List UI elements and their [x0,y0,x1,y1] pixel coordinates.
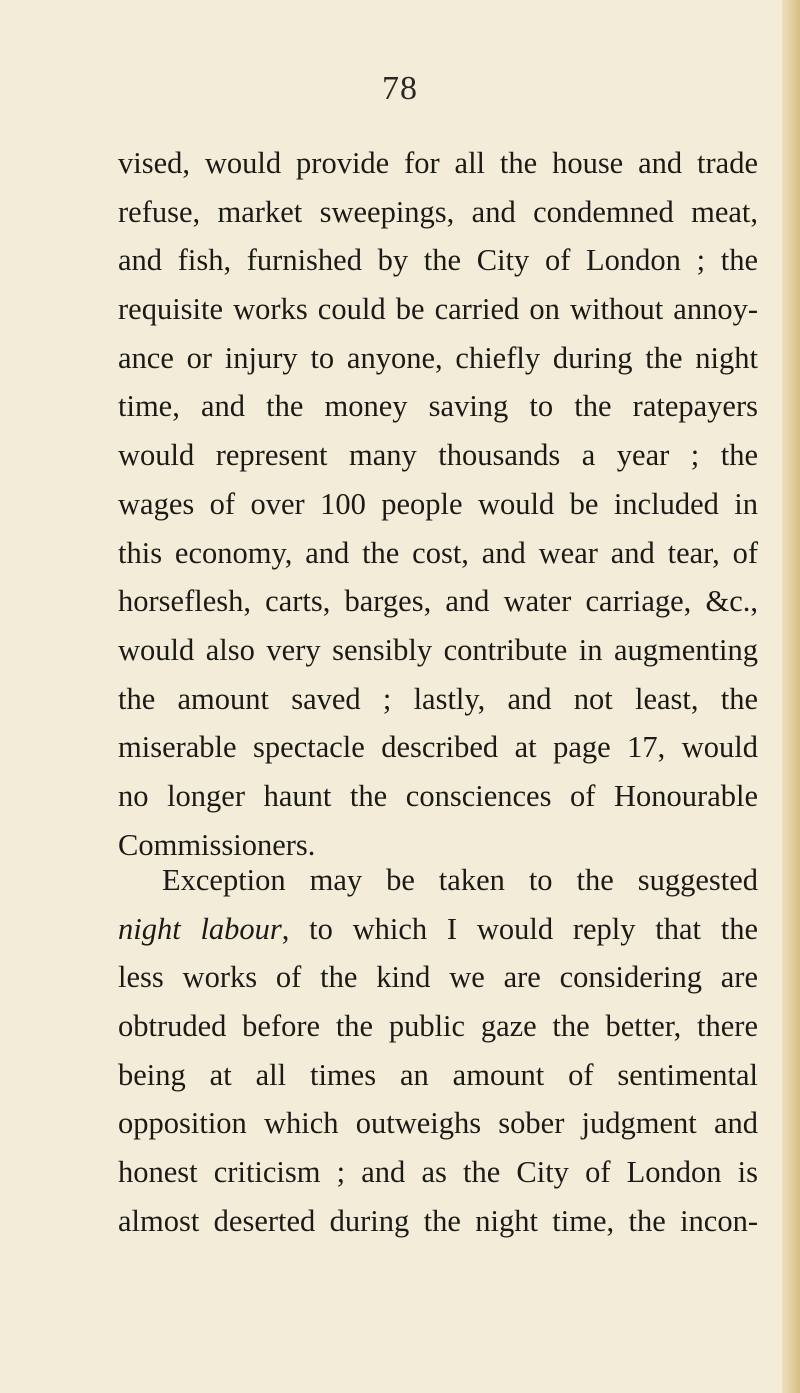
text-line: Exception may be taken to the suggested [162,863,758,897]
text-line: miserable spectacle described at page 17, would [118,730,758,765]
text-line: opposition which outweighs sober judgment and [118,1106,758,1141]
text-line [118,905,758,954]
text-line: obtruded before the public gaze the better, there [118,1009,758,1044]
text-line: refuse, market sweepings, and condemned meat, [118,194,758,229]
text-line: time, and the money saving to the ratepayers [118,389,758,424]
text-line: would represent many thousands a year ; the [118,438,758,473]
text-line: the amount saved ; lastly, and not least, the [118,681,758,716]
text-line: Commissioners. [118,827,316,862]
paragraph-2 [118,856,758,1246]
text-line: this economy, and the cost, and wear and tear, of [118,535,758,570]
paragraph-1 [118,139,758,869]
text-line: and fish, furnished by the City of London ; the [118,243,758,278]
italic-phrase: night labour [118,911,282,946]
text-line: would also very sensibly contribute in augmenting [118,632,758,667]
text-line: almost deserted during the night time, the incon- [118,1203,758,1238]
page-number: 78 [382,70,418,107]
text-line: being at all times an amount of sentimental [118,1057,758,1092]
text-line: ance or injury to anyone, chiefly during the night [118,340,758,375]
text-line: honest criticism ; and as the City of London is [118,1155,758,1190]
text-line: vised, would provide for all the house and trade [118,146,758,180]
text-line: horseflesh, carts, barges, and water carriage, &c., [118,584,758,619]
text-line: requisite works could be carried on without annoy- [118,292,758,327]
text-line: wages of over 100 people would be included in [118,486,758,521]
line-rest: , to which I would reply that the [281,911,758,946]
page-edge [782,0,800,1393]
text-line: no longer haunt the consciences of Honourable [118,778,758,813]
text-line: less works of the kind we are considering are [118,960,758,995]
